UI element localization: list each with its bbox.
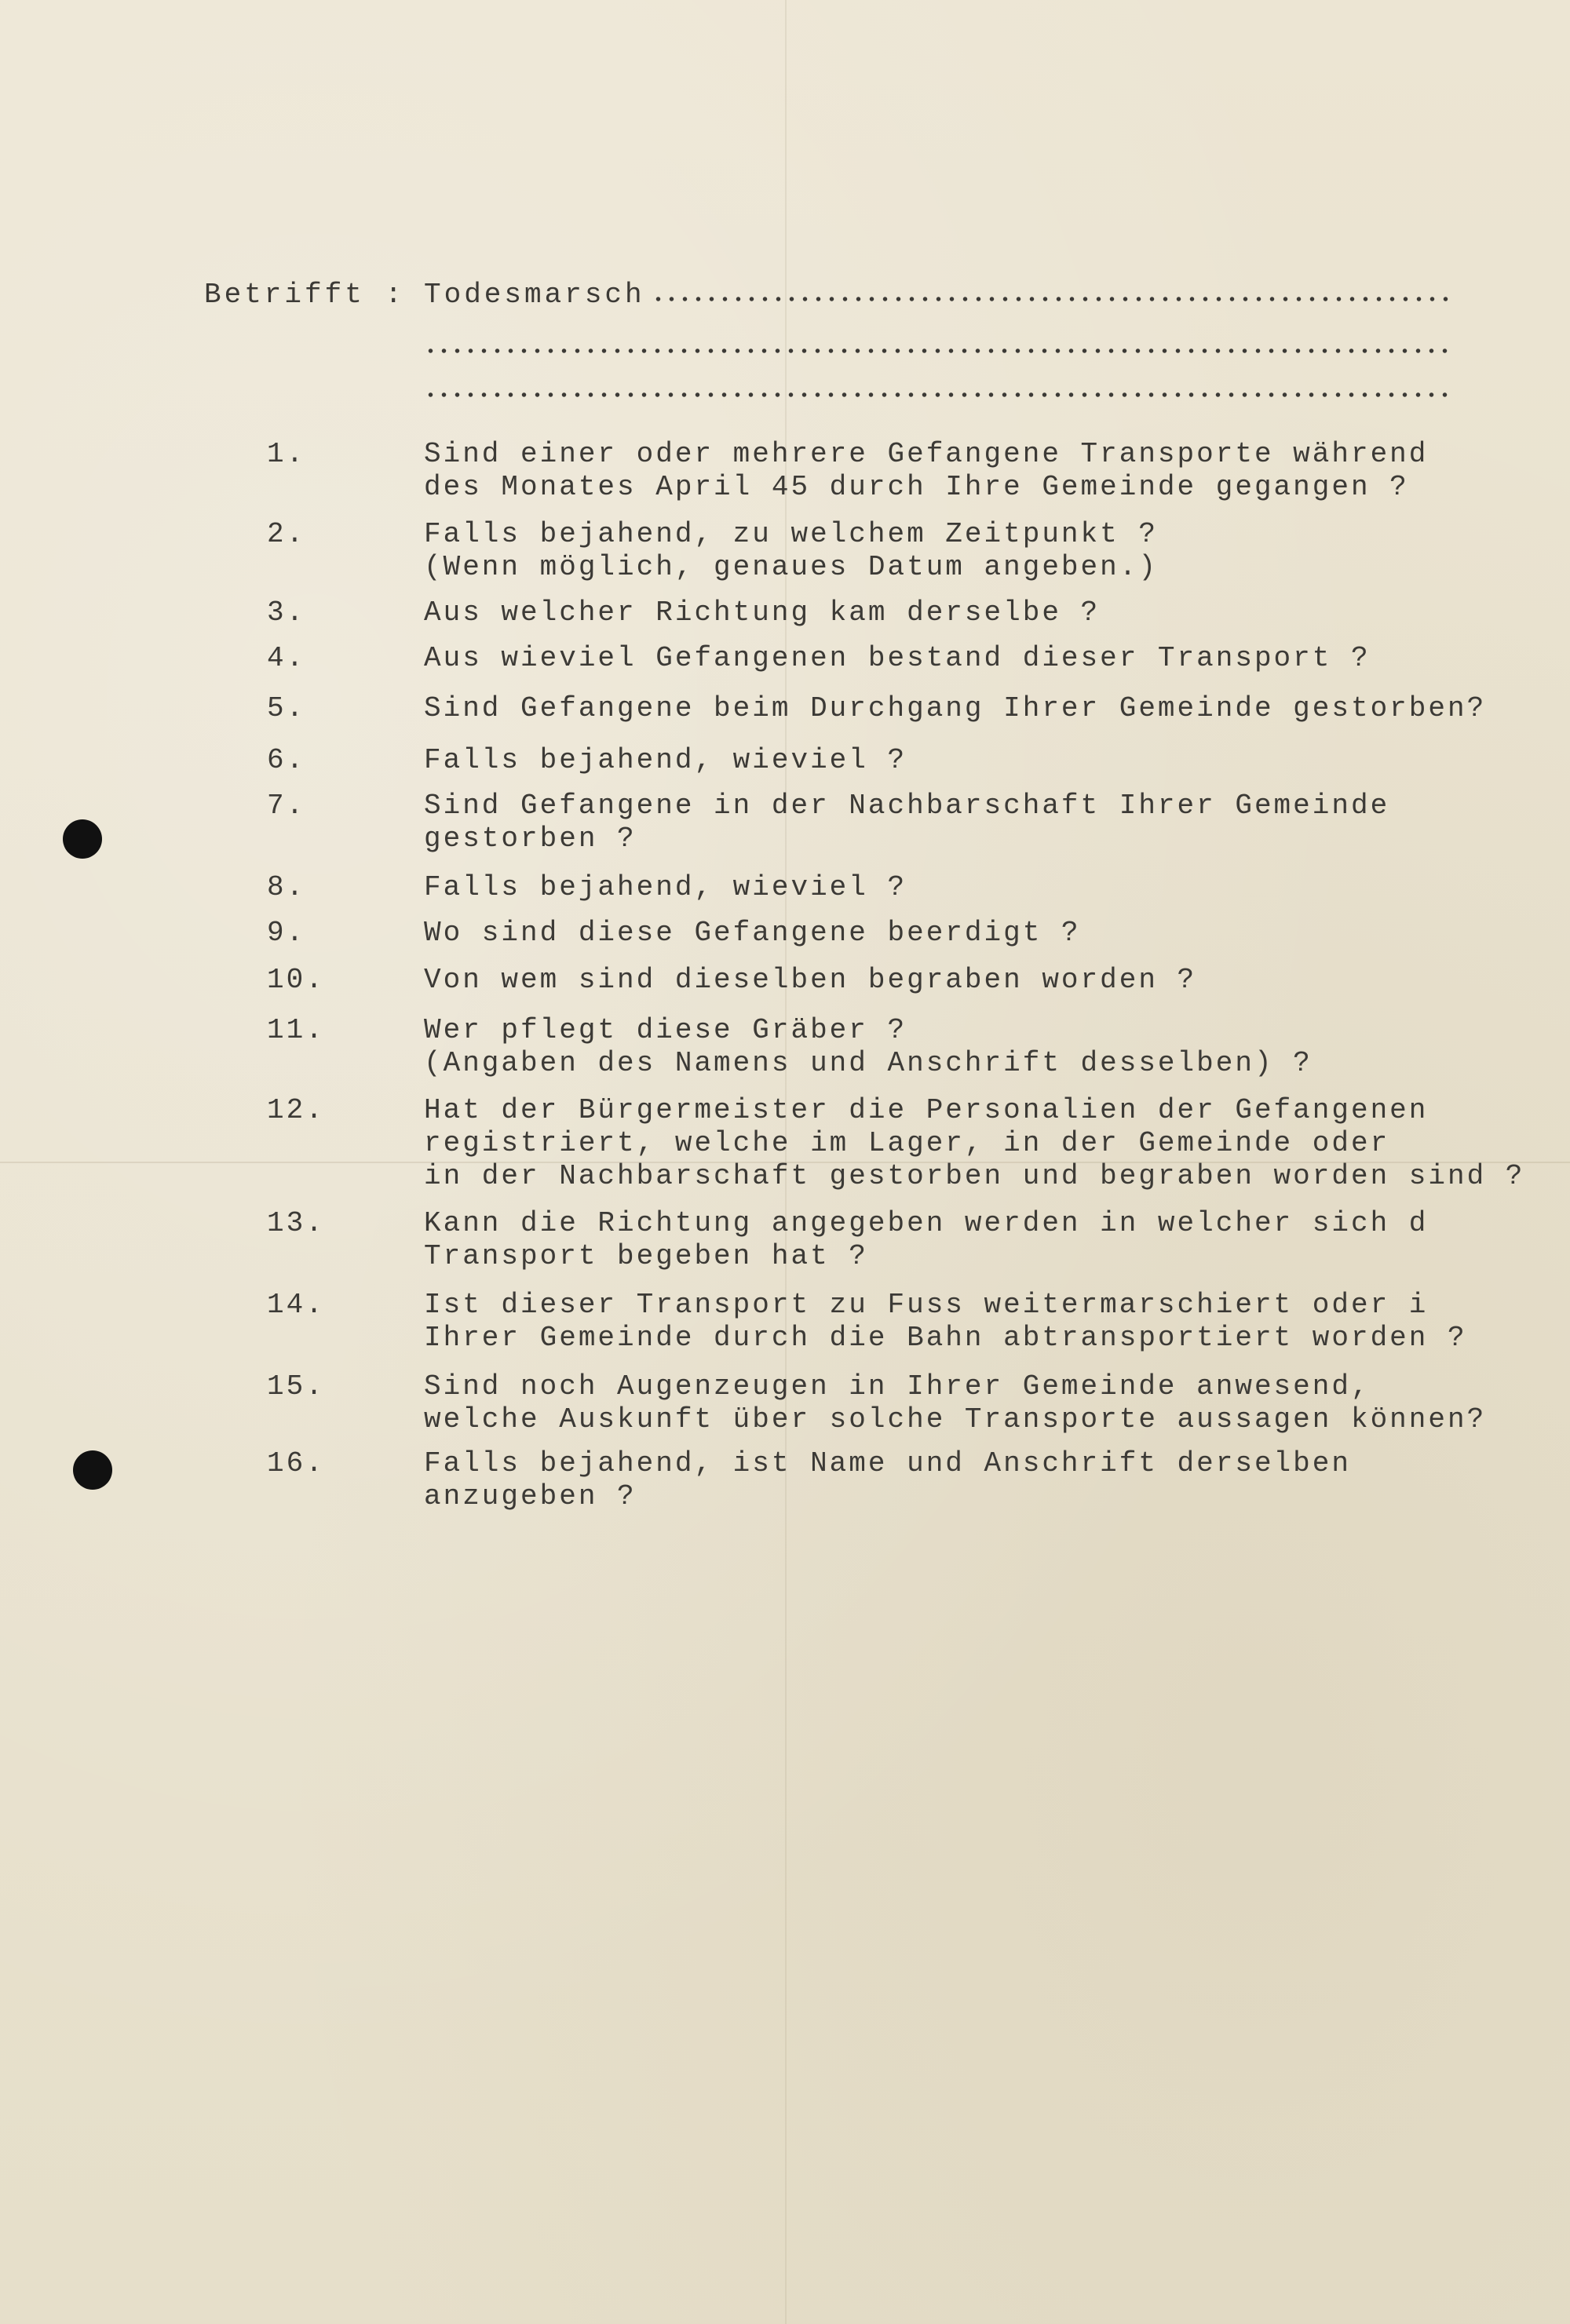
subject-label: Betrifft :	[204, 279, 406, 311]
question-text: Wer pflegt diese Gräber ? (Angaben des Namens und Anschrift desselben) ?	[424, 1014, 1313, 1079]
subject-value: Todesmarsch	[424, 279, 645, 311]
question-number: 16.	[267, 1447, 325, 1479]
punch-hole	[73, 1450, 112, 1490]
question-number: 5.	[267, 692, 306, 724]
dotted-fill-line	[424, 392, 1448, 397]
question-number: 10.	[267, 964, 325, 996]
question-text: Aus wieviel Gefangenen bestand dieser Transport ?	[424, 642, 1371, 674]
question-number: 6.	[267, 744, 306, 776]
punch-hole	[63, 819, 102, 859]
question-text: Falls bejahend, zu welchem Zeitpunkt ? (Wenn möglich, genaues Datum angeben.)	[424, 518, 1158, 583]
question-number: 12.	[267, 1094, 325, 1126]
dotted-fill-line	[424, 348, 1448, 353]
question-number: 2.	[267, 518, 306, 550]
question-number: 11.	[267, 1014, 325, 1046]
question-number: 9.	[267, 917, 306, 949]
question-text: Sind Gefangene in der Nachbarschaft Ihrer Gemeinde gestorben ?	[424, 790, 1390, 855]
question-text: Von wem sind dieselben begraben worden ?	[424, 964, 1197, 996]
question-number: 4.	[267, 642, 306, 674]
question-number: 14.	[267, 1289, 325, 1321]
question-text: Kann die Richtung angegeben werden in welcher sich d Transport begeben hat ?	[424, 1207, 1429, 1272]
question-number: 13.	[267, 1207, 325, 1239]
question-number: 7.	[267, 790, 306, 822]
question-text: Sind Gefangene beim Durchgang Ihrer Gemeinde gestorben?	[424, 692, 1487, 724]
question-text: Falls bejahend, wieviel ?	[424, 744, 907, 776]
question-text: Falls bejahend, ist Name und Anschrift derselben anzugeben ?	[424, 1447, 1351, 1512]
question-number: 8.	[267, 871, 306, 903]
question-text: Ist dieser Transport zu Fuss weitermarschiert oder i Ihrer Gemeinde durch die Bahn abtransportiert worden ?	[424, 1289, 1467, 1354]
question-text: Hat der Bürgermeister die Personalien der Gefangenen registriert, welche im Lager, in der Gemeinde oder in der Nachbarschaft gestorben und begraben worden sind ?	[424, 1094, 1525, 1192]
subject-line	[204, 279, 645, 311]
question-number: 1.	[267, 438, 306, 470]
question-text: Sind noch Augenzeugen in Ihrer Gemeinde anwesend, welche Auskunft über solche Transporte aussagen können?	[424, 1370, 1487, 1436]
question-text: Aus welcher Richtung kam derselbe ?	[424, 597, 1101, 629]
question-number: 3.	[267, 597, 306, 629]
question-number: 15.	[267, 1370, 325, 1403]
question-text: Sind einer oder mehrere Gefangene Transporte während des Monates April 45 durch Ihre Gemeinde gegangen ?	[424, 438, 1429, 503]
question-text: Falls bejahend, wieviel ?	[424, 871, 907, 903]
question-text: Wo sind diese Gefangene beerdigt ?	[424, 917, 1081, 949]
dotted-fill-line	[652, 297, 1448, 301]
